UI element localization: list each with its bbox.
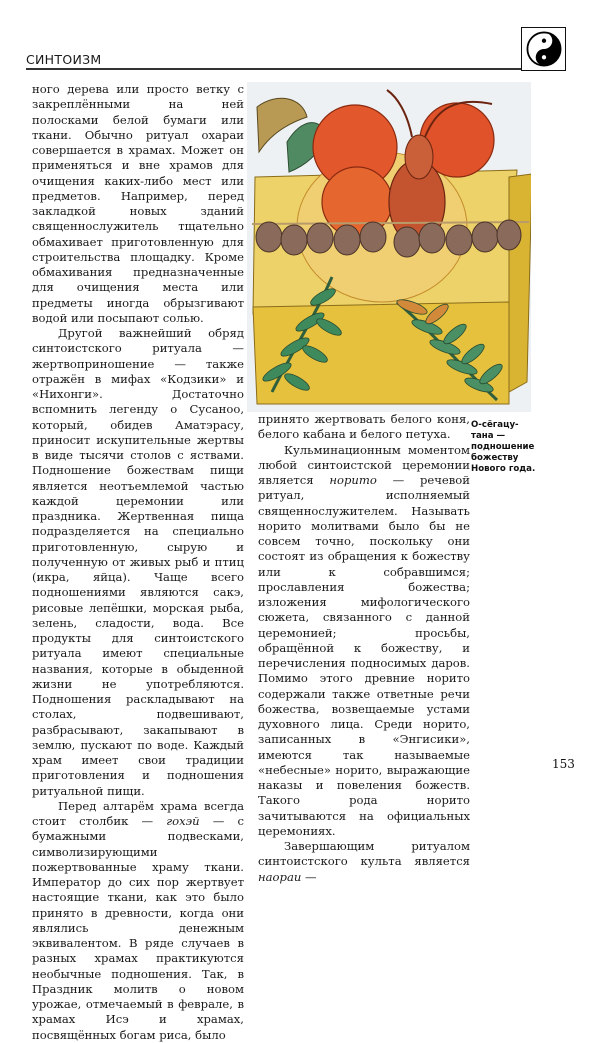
paragraph: принято жертвовать белого коня, белого кабана и белого петуха.	[258, 412, 470, 442]
paragraph: Другой важнейший обряд синтоистского ритуала — жертвоприношение — также отражён в мифах «Кодзики» и «Нихонги». Достаточно вспомнить легенду о Сусаноо, который, обидев Аматэрасу, приносит искупительные жертвы в виде тысячи столов с яствами. Подношение божествам пищи является неотъемлемой частью каждой церемонии или праздника. Жертвенная пища подразделяется на специально приготовленную, сырую и полученную от живых рыб и птиц (икра, яйца). Чаще всего подношениями являются сакэ, рисовые лепёшки, морская рыба, зелень, сладости, вода. Все продукты для синтоистского ритуала имеют специальные названия, которые в обыденной жизни не употребляются. Подношения раскладывают на столах, подвешивают, разбрасывают, закапывают в землю, пускают по воде. Каждый храм имеет свои традиции приготовления и подношения ритуальной пищи.	[32, 326, 244, 798]
term-norito: норито	[329, 473, 377, 487]
paragraph: Перед алтарём храма всегда стоит столбик — гохэй — с бумажными подвесками, символизирующими пожертвованные храму ткани. Император до сих пор жертвует настоящие ткани, как это было принято в древности, когда они являлись денежным эквивалентом. В ряде случаев в разных храмах практикуются необычные подношения. Так, в Праздник молитв о новом урожае, отмечаемый в феврале, в храмах Исэ и храмах, посвящённых богам риса, было	[32, 798, 244, 1042]
term-naorai: наораи	[258, 869, 302, 884]
paragraph: Завершающим ритуалом синтоистского культа является наораи —	[258, 839, 470, 884]
text-column-right	[258, 412, 470, 885]
text-column-left	[32, 82, 244, 1043]
header-rule	[26, 68, 522, 70]
offering-illustration-art	[247, 82, 531, 412]
page-number: 153	[552, 757, 575, 771]
section-title: СИНТОИЗМ	[26, 52, 102, 67]
term-gohei: гохэй	[166, 814, 200, 828]
paragraph: Кульминационным моментом любой синтоистской церемонии является норито — речевой ритуал, исполняемый священнослужителем. Называть норито молитвами было бы не совсем точно, поскольку они состоят из обращения к божеству или к собравшимся; прославления божества; изложения мифологического сюжета, связанного с данной церемонией; просьбы, обращённой к божеству, и перечисления подносимых даров. Помимо этого древние норито содержали также ответные речи божества, возвещаемые устами духовного лица. Среди норито, записанных в «Энгисики», имеются так называемые «небесные» норито, выражающие наказы и повеления божеств. Такого рода норито зачитываются на официальных церемониях.	[258, 442, 470, 838]
illustration-caption: О-сёгацу- тана — подношение божеству Нового года.	[471, 420, 536, 474]
yin-yang-icon	[526, 31, 562, 67]
yin-yang-emblem	[521, 27, 566, 71]
paragraph: ного дерева или просто ветку с закреплёнными на ней полосками белой бумаги или ткани. Обычно ритуал охараи совершается в храмах. Может он применяться и вне храмов для очищения каких-либо мест или предметов. Например, перед закладкой новых зданий священнослужитель тщательно обмахивает приготовленную для строительства площадку. Кроме обмахивания предназначенные для очищения места или предметы иногда обрызгивают водой или посыпают солью.	[32, 82, 244, 325]
offering-illustration	[247, 82, 531, 412]
